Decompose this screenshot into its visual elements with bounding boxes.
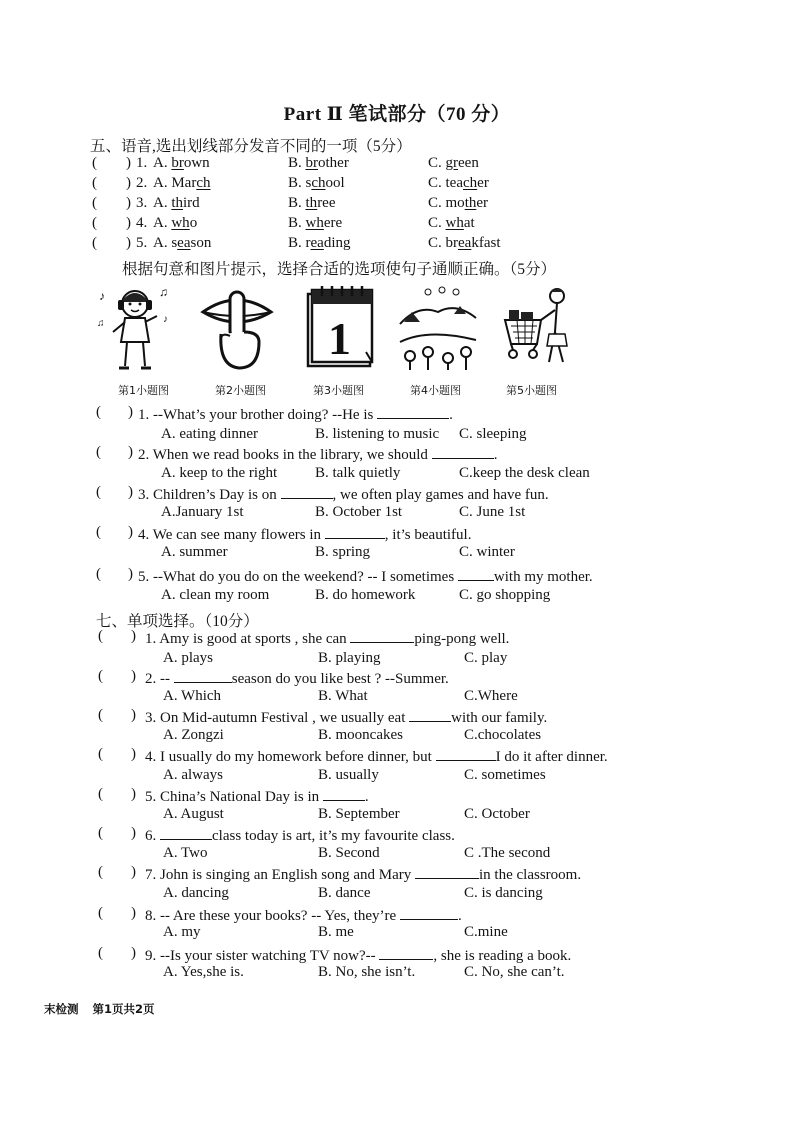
option-c: C. sleeping bbox=[459, 426, 527, 442]
answer-bracket: ) bbox=[126, 235, 131, 251]
answer-bracket: ) bbox=[128, 404, 133, 420]
option-a: A. keep to the right bbox=[161, 465, 278, 481]
option-b: B. usually bbox=[318, 767, 379, 783]
picture-5 bbox=[497, 282, 577, 372]
answer-bracket: ) bbox=[126, 155, 131, 171]
question-stem bbox=[145, 864, 581, 884]
option-b: B. No, she isn’t. bbox=[318, 964, 416, 980]
underlined-letters: gr bbox=[445, 155, 459, 171]
option-a: A. always bbox=[163, 767, 223, 783]
question-text-after: with my mother. bbox=[493, 569, 593, 585]
phonics-question bbox=[0, 215, 794, 237]
question-number: 1. bbox=[145, 631, 157, 647]
option-suffix: own bbox=[183, 155, 210, 171]
answer-bracket: ( bbox=[92, 175, 97, 191]
option-c: C.mine bbox=[464, 924, 508, 940]
option-a: A. clean my room bbox=[161, 587, 270, 603]
question-number: 3. bbox=[145, 710, 157, 726]
underlined-letters: th bbox=[171, 195, 184, 211]
question-text-before: --What do you do on the weekend? -- I sometimes bbox=[153, 569, 455, 585]
question-text-before: China’s National Day is in bbox=[160, 789, 320, 805]
underlined-letters: br bbox=[171, 155, 184, 171]
option-suffix: ird bbox=[183, 195, 200, 211]
question-text-after: season do you like best ? --Summer. bbox=[231, 671, 449, 687]
question-stem bbox=[138, 444, 497, 464]
question-number: 1. bbox=[138, 407, 150, 423]
answer-bracket: ) bbox=[131, 825, 136, 841]
option-prefix: B. s bbox=[288, 175, 312, 191]
option-prefix: B. r bbox=[288, 235, 311, 251]
question-text-after: . bbox=[364, 789, 369, 805]
shopping-cart-icon bbox=[497, 282, 577, 372]
answer-bracket: ) bbox=[128, 444, 133, 460]
answer-bracket: ) bbox=[131, 905, 136, 921]
option-prefix: B. bbox=[288, 195, 306, 211]
option-a: A. summer bbox=[161, 544, 228, 560]
question-text-after: , we often play games and have fun. bbox=[332, 487, 549, 503]
question-text-after: I do it after dinner. bbox=[495, 749, 608, 765]
question-text-before: --What’s your brother doing? --He is bbox=[153, 407, 374, 423]
footer-exam-name: 末检测 bbox=[44, 1002, 79, 1016]
question-number: 1. bbox=[136, 155, 148, 171]
picture-2-caption: 第2小题图 bbox=[215, 384, 266, 397]
answer-bracket: ( bbox=[98, 786, 103, 802]
svg-text:♪: ♪ bbox=[99, 289, 105, 303]
option-a bbox=[153, 155, 210, 172]
question-number: 2. bbox=[136, 175, 148, 191]
question-row bbox=[0, 825, 794, 847]
question-text-before: I usually do my homework before dinner, but bbox=[160, 749, 432, 765]
question-stem bbox=[145, 825, 455, 845]
option-c bbox=[428, 175, 489, 192]
answer-bracket: ) bbox=[128, 566, 133, 582]
question-number: 5. bbox=[145, 789, 157, 805]
answer-bracket: ( bbox=[92, 195, 97, 211]
option-a: A. Two bbox=[163, 845, 208, 861]
question-row bbox=[0, 628, 794, 650]
option-c: C.chocolates bbox=[464, 727, 542, 743]
question-number: 2. bbox=[138, 447, 150, 463]
answer-bracket: ) bbox=[126, 195, 131, 211]
question-number: 8. bbox=[145, 908, 157, 924]
answer-bracket: ) bbox=[131, 746, 136, 762]
option-c bbox=[428, 155, 479, 172]
option-suffix: ding bbox=[323, 235, 351, 251]
question-number: 3. bbox=[136, 195, 148, 211]
question-text-before: On Mid-autumn Festival , we usually eat bbox=[160, 710, 406, 726]
option-b: B. do homework bbox=[315, 587, 416, 603]
picture-strip bbox=[0, 282, 794, 402]
answer-bracket: ( bbox=[98, 905, 103, 921]
option-a bbox=[153, 215, 197, 232]
option-prefix: A. bbox=[153, 215, 172, 231]
picture-3-caption: 第3小题图 bbox=[313, 384, 364, 397]
section-5-heading: 五、语音,选出划线部分发音不同的一项（5分） bbox=[90, 138, 412, 155]
option-c bbox=[428, 215, 475, 232]
option-suffix: son bbox=[190, 235, 212, 251]
answer-bracket: ) bbox=[128, 484, 133, 500]
answer-blank bbox=[409, 707, 451, 722]
option-suffix: o bbox=[189, 215, 198, 231]
option-b bbox=[288, 235, 351, 252]
option-suffix: een bbox=[458, 155, 479, 171]
option-prefix: C. bbox=[428, 155, 446, 171]
answer-blank bbox=[436, 746, 496, 761]
option-suffix: ree bbox=[317, 195, 336, 211]
options-row bbox=[0, 924, 794, 946]
answer-blank bbox=[323, 786, 365, 801]
question-text-after: with our family. bbox=[451, 710, 548, 726]
option-b bbox=[288, 195, 336, 212]
question-number: 5. bbox=[136, 235, 148, 251]
option-b: B. September bbox=[318, 806, 400, 822]
option-c: C. winter bbox=[459, 544, 515, 560]
option-suffix: ere bbox=[323, 215, 343, 231]
question-row bbox=[0, 668, 794, 690]
option-prefix: C. bbox=[428, 215, 446, 231]
section-6-heading: 根据句意和图片提示，选择合适的选项使句子通顺正确。（5分） bbox=[122, 261, 557, 278]
question-row bbox=[0, 404, 794, 426]
option-a: A. my bbox=[163, 924, 201, 940]
question-stem bbox=[145, 905, 462, 925]
option-c: C. play bbox=[464, 650, 508, 666]
picture-4-caption: 第4小题图 bbox=[410, 384, 461, 397]
option-b bbox=[288, 175, 345, 192]
option-b: B. me bbox=[318, 924, 354, 940]
option-c: C. sometimes bbox=[464, 767, 546, 783]
answer-bracket: ( bbox=[96, 444, 101, 460]
answer-bracket: ) bbox=[131, 707, 136, 723]
svg-text:♫: ♫ bbox=[159, 285, 168, 299]
answer-bracket: ) bbox=[126, 215, 131, 231]
question-text-before: -- bbox=[160, 671, 170, 687]
underlined-letters: ch bbox=[463, 175, 478, 191]
answer-bracket: ( bbox=[96, 524, 101, 540]
option-b bbox=[288, 215, 342, 232]
option-b: B. spring bbox=[315, 544, 371, 560]
option-c: C .The second bbox=[464, 845, 551, 861]
option-b bbox=[288, 155, 349, 172]
option-a: A. Zongzi bbox=[163, 727, 224, 743]
answer-bracket: ( bbox=[98, 746, 103, 762]
underlined-letters: br bbox=[305, 155, 319, 171]
answer-blank bbox=[432, 444, 494, 459]
option-b: B. What bbox=[318, 688, 368, 704]
option-b: B. talk quietly bbox=[315, 465, 401, 481]
question-stem bbox=[145, 707, 547, 727]
spring-flowers-icon bbox=[398, 282, 478, 372]
footer-page-number: 第1页共2页 bbox=[92, 1002, 155, 1016]
answer-blank bbox=[379, 945, 433, 960]
question-row bbox=[0, 864, 794, 886]
option-c: C.keep the desk clean bbox=[459, 465, 590, 481]
answer-bracket: ) bbox=[131, 668, 136, 684]
option-suffix: ool bbox=[325, 175, 345, 191]
question-stem bbox=[145, 945, 571, 965]
answer-bracket: ( bbox=[98, 864, 103, 880]
answer-bracket: ( bbox=[92, 155, 97, 171]
question-row bbox=[0, 566, 794, 588]
answer-bracket: ( bbox=[92, 235, 97, 251]
option-b: B. listening to music bbox=[315, 426, 440, 442]
answer-blank bbox=[174, 668, 232, 683]
option-b: B. dance bbox=[318, 885, 371, 901]
question-stem bbox=[145, 628, 509, 648]
option-prefix: C. mo bbox=[428, 195, 465, 211]
question-row bbox=[0, 524, 794, 546]
option-a: A. Which bbox=[163, 688, 222, 704]
question-text-before: When we read books in the library, we should bbox=[152, 447, 428, 463]
answer-bracket: ) bbox=[128, 524, 133, 540]
question-text-after: , it’s beautiful. bbox=[384, 527, 472, 543]
answer-bracket: ( bbox=[98, 825, 103, 841]
option-c: C. October bbox=[464, 806, 530, 822]
answer-bracket: ( bbox=[98, 668, 103, 684]
answer-bracket: ) bbox=[131, 786, 136, 802]
question-stem bbox=[145, 668, 449, 688]
answer-blank bbox=[281, 484, 333, 499]
options-row bbox=[0, 885, 794, 907]
option-c: C. No, she can’t. bbox=[464, 964, 565, 980]
question-row bbox=[0, 484, 794, 506]
question-number: 5. bbox=[138, 569, 150, 585]
answer-bracket: ( bbox=[98, 628, 103, 644]
page-title: Part Ⅱ 笔试部分（70 分） bbox=[283, 104, 511, 125]
option-c bbox=[428, 195, 488, 212]
picture-1-caption: 第1小题图 bbox=[118, 384, 169, 397]
question-text-after: ping-pong well. bbox=[414, 631, 510, 647]
option-suffix: other bbox=[318, 155, 349, 171]
question-number: 4. bbox=[145, 749, 157, 765]
underlined-letters: wh bbox=[305, 215, 324, 231]
phonics-question bbox=[0, 235, 794, 257]
option-a bbox=[153, 175, 211, 192]
picture-3 bbox=[300, 282, 380, 372]
section-7-heading: 七、单项选择。（10分） bbox=[96, 613, 259, 630]
question-number: 4. bbox=[138, 527, 150, 543]
option-b: B. playing bbox=[318, 650, 381, 666]
option-suffix: er bbox=[476, 195, 489, 211]
question-stem bbox=[145, 786, 369, 806]
answer-blank bbox=[350, 628, 414, 643]
svg-text:♫: ♫ bbox=[97, 318, 105, 329]
underlined-letters: wh bbox=[445, 215, 464, 231]
quiet-finger-icon bbox=[197, 282, 277, 372]
option-a: A. Yes,she is. bbox=[163, 964, 244, 980]
answer-blank bbox=[415, 864, 479, 879]
options-row bbox=[0, 964, 794, 986]
question-text-before: --Is your sister watching TV now?-- bbox=[160, 948, 376, 964]
question-row bbox=[0, 444, 794, 466]
option-c: C.Where bbox=[464, 688, 518, 704]
answer-blank bbox=[458, 566, 494, 581]
question-stem bbox=[138, 404, 453, 424]
underlined-letters: ch bbox=[311, 175, 326, 191]
question-number: 3. bbox=[138, 487, 150, 503]
answer-bracket: ) bbox=[131, 628, 136, 644]
picture-5-caption: 第5小题图 bbox=[506, 384, 557, 397]
question-row bbox=[0, 746, 794, 768]
question-stem bbox=[138, 566, 593, 586]
phonics-question bbox=[0, 175, 794, 197]
underlined-letters: wh bbox=[171, 215, 190, 231]
answer-blank bbox=[160, 825, 212, 840]
question-text-before: Amy is good at sports , she can bbox=[159, 631, 347, 647]
svg-text:♪: ♪ bbox=[163, 314, 168, 325]
picture-2 bbox=[197, 282, 277, 372]
question-row bbox=[0, 786, 794, 808]
answer-bracket: ( bbox=[96, 404, 101, 420]
question-text-before: Children’s Day is on bbox=[153, 487, 277, 503]
answer-bracket: ( bbox=[96, 566, 101, 582]
question-text-after: . bbox=[449, 407, 453, 423]
option-a: A.January 1st bbox=[161, 504, 244, 520]
question-text-before: We can see many flowers in bbox=[152, 527, 322, 543]
question-number: 9. bbox=[145, 948, 157, 964]
question-text-after: class today is art, it’s my favourite class. bbox=[212, 828, 455, 844]
listening-boy-icon bbox=[95, 282, 175, 372]
option-suffix: at bbox=[463, 215, 475, 231]
page-footer bbox=[44, 1001, 155, 1017]
question-number: 2. bbox=[145, 671, 157, 687]
answer-bracket: ( bbox=[96, 484, 101, 500]
answer-blank bbox=[400, 905, 458, 920]
picture-1 bbox=[95, 282, 175, 372]
question-number: 4. bbox=[136, 215, 148, 231]
underlined-letters: ch bbox=[196, 175, 211, 191]
option-prefix: A. bbox=[153, 155, 172, 171]
phonics-question bbox=[0, 155, 794, 177]
answer-bracket: ) bbox=[131, 864, 136, 880]
option-c: C. is dancing bbox=[464, 885, 543, 901]
option-c: C. June 1st bbox=[459, 504, 526, 520]
option-suffix: kfast bbox=[471, 235, 501, 251]
underlined-letters: th bbox=[305, 195, 318, 211]
option-a bbox=[153, 195, 200, 212]
calendar-june-1-icon bbox=[300, 282, 380, 372]
answer-bracket: ) bbox=[126, 175, 131, 191]
answer-bracket: ( bbox=[98, 707, 103, 723]
question-text-after: , she is reading a book. bbox=[433, 948, 572, 964]
question-stem bbox=[138, 484, 549, 504]
option-a: A. eating dinner bbox=[161, 426, 259, 442]
option-prefix: B. bbox=[288, 215, 306, 231]
answer-bracket: ) bbox=[131, 945, 136, 961]
option-prefix: B. bbox=[288, 155, 306, 171]
question-number: 7. bbox=[145, 867, 157, 883]
option-a: A. August bbox=[163, 806, 224, 822]
answer-blank bbox=[325, 524, 385, 539]
option-b: B. mooncakes bbox=[318, 727, 403, 743]
option-a: A. dancing bbox=[163, 885, 229, 901]
question-number: 6. bbox=[145, 828, 157, 844]
underlined-letters: th bbox=[464, 195, 477, 211]
underlined-letters: ea bbox=[310, 235, 324, 251]
question-stem bbox=[138, 524, 471, 544]
option-prefix: C. br bbox=[428, 235, 458, 251]
phonics-question bbox=[0, 195, 794, 217]
option-c: C. go shopping bbox=[459, 587, 551, 603]
option-a: A. plays bbox=[163, 650, 213, 666]
option-prefix: A. Mar bbox=[153, 175, 197, 191]
question-text-after: in the classroom. bbox=[479, 867, 582, 883]
option-suffix: er bbox=[477, 175, 489, 191]
answer-bracket: ( bbox=[92, 215, 97, 231]
calendar-number: 1 bbox=[328, 313, 351, 364]
question-text-before: -- Are these your books? -- Yes, they’re bbox=[160, 908, 397, 924]
underlined-letters: ea bbox=[177, 235, 191, 251]
answer-bracket: ( bbox=[98, 945, 103, 961]
option-prefix: A. s bbox=[153, 235, 178, 251]
picture-4 bbox=[398, 282, 478, 372]
question-text-after: . bbox=[493, 447, 498, 463]
question-text-after: . bbox=[457, 908, 462, 924]
option-b: B. Second bbox=[318, 845, 380, 861]
option-prefix: A. bbox=[153, 195, 172, 211]
answer-blank bbox=[377, 404, 449, 419]
question-stem bbox=[145, 746, 608, 766]
option-b: B. October 1st bbox=[315, 504, 403, 520]
option-a bbox=[153, 235, 211, 252]
question-text-before: John is singing an English song and Mary bbox=[160, 867, 412, 883]
underlined-letters: ea bbox=[458, 235, 472, 251]
option-prefix: C. tea bbox=[428, 175, 463, 191]
option-c bbox=[428, 235, 501, 252]
options-row bbox=[0, 587, 794, 609]
question-row bbox=[0, 707, 794, 729]
options-row bbox=[0, 504, 794, 526]
options-row bbox=[0, 544, 794, 566]
